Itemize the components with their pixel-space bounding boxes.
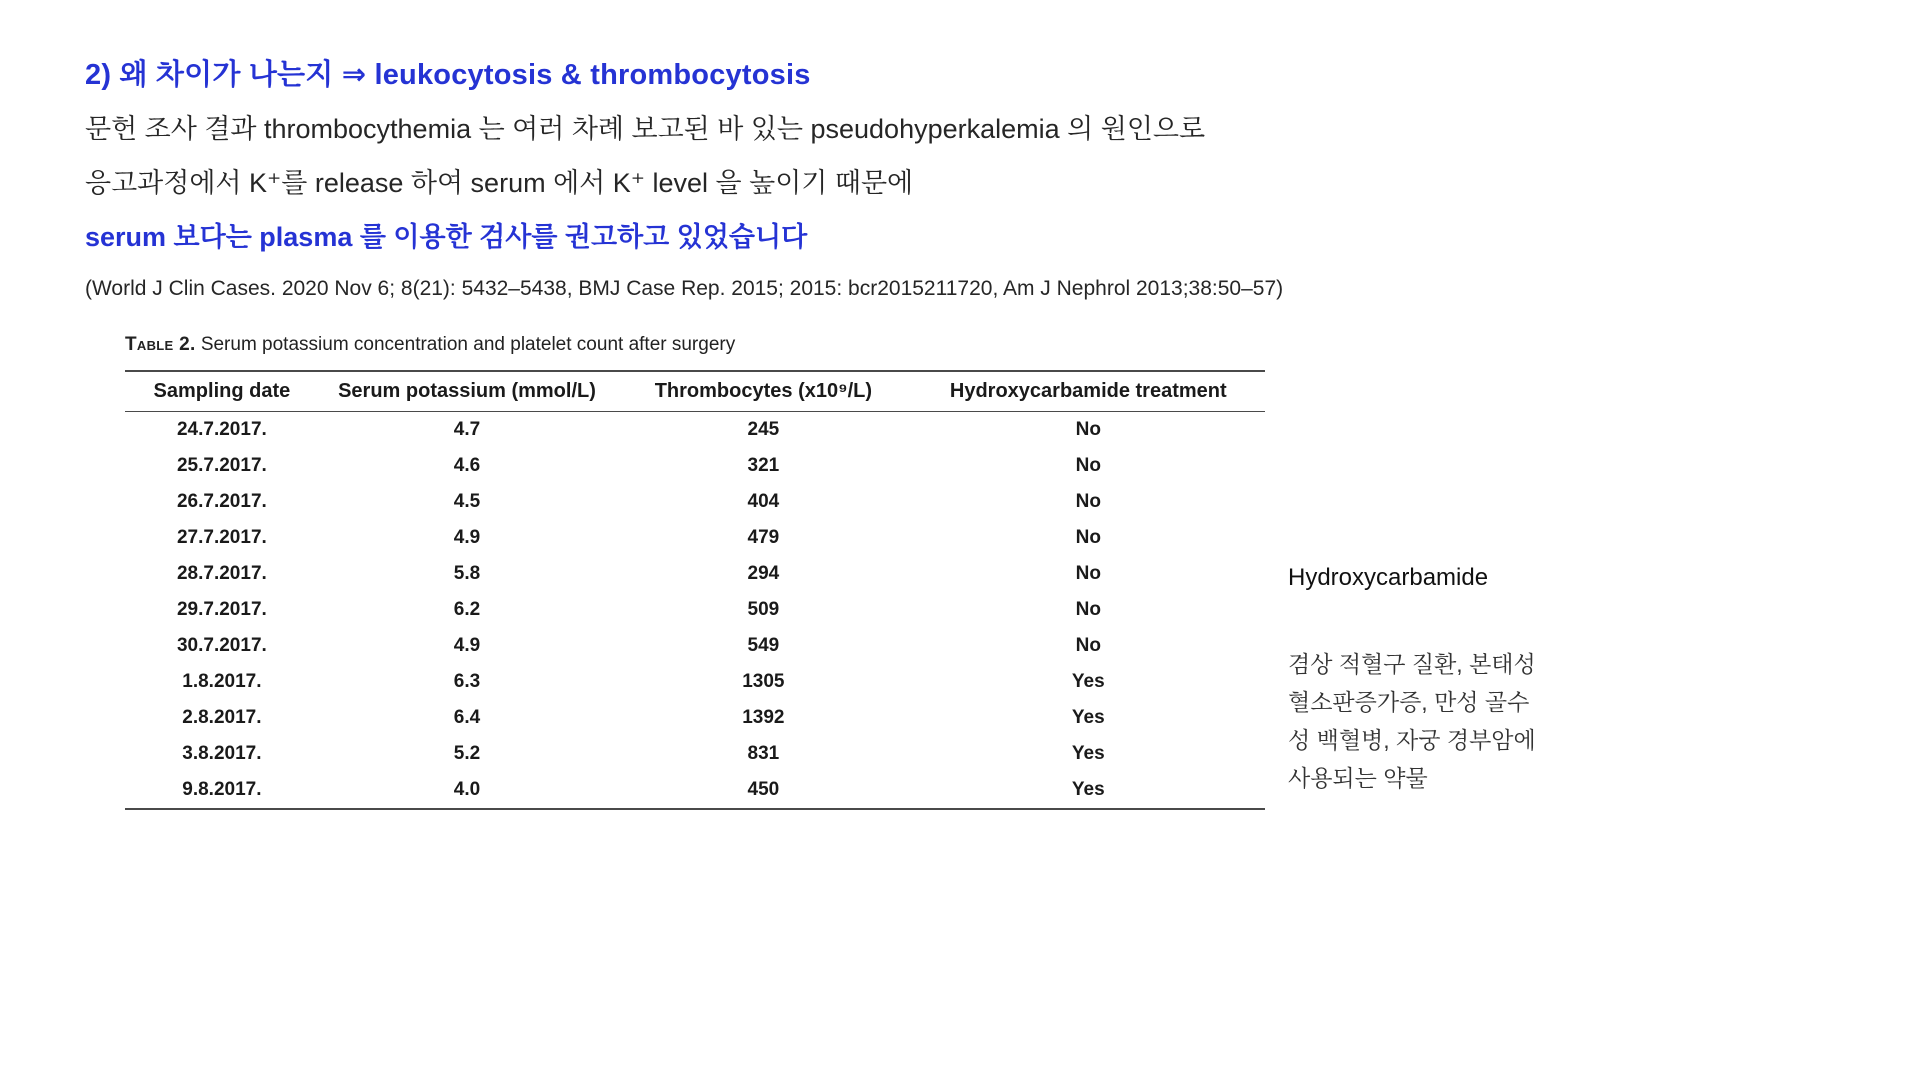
slide-heading: 2) 왜 차이가 나는지 ⇒ leukocytosis & thrombocytosis (85, 59, 811, 91)
side-note-title: Hydroxycarbamide (1288, 564, 1489, 591)
table-cell: 294 (747, 563, 780, 584)
table-row (125, 556, 1265, 592)
table-row (125, 592, 1265, 628)
table-cell: 3.8.2017. (182, 743, 262, 764)
header-thrombocytes: Thrombocytes (x10⁹/L) (654, 380, 873, 402)
table-caption (125, 334, 1265, 356)
table-cell: Yes (1071, 743, 1105, 764)
table-cell: No (1075, 455, 1101, 476)
table-cell: 25.7.2017. (176, 455, 267, 476)
table-cell: No (1075, 635, 1101, 656)
table-cell: 450 (747, 779, 780, 800)
table-cell: Yes (1071, 779, 1105, 800)
table-cell: 1305 (742, 671, 785, 692)
table-cell: 26.7.2017. (176, 491, 267, 512)
table-cell: 5.2 (453, 743, 481, 764)
table-cell: 4.9 (453, 635, 481, 656)
table-cell: No (1075, 599, 1101, 620)
body-line-2: 응고과정에서 K⁺를 release 하여 serum 에서 K⁺ level 을 높이기 때문에 (85, 168, 914, 198)
table-cell: 29.7.2017. (176, 599, 267, 620)
table-cell: Yes (1071, 707, 1105, 728)
header-hydroxycarbamide: Hydroxycarbamide treatment (949, 380, 1227, 402)
table-row (125, 700, 1265, 736)
table-row (125, 484, 1265, 520)
text-block (85, 48, 1585, 314)
table-cell: 5.8 (453, 563, 481, 584)
results-table (125, 370, 1265, 810)
table-cell: 321 (747, 455, 780, 476)
table-area (125, 334, 1265, 810)
table-cell: No (1075, 491, 1101, 512)
table-cell: 404 (747, 491, 780, 512)
table-cell: 4.0 (453, 779, 481, 800)
table-cell: 28.7.2017. (176, 563, 267, 584)
table-row (125, 412, 1265, 449)
table-cell: 27.7.2017. (176, 527, 267, 548)
table-cell: 4.7 (453, 419, 481, 440)
table-cell: 1392 (742, 707, 785, 728)
table-row (125, 772, 1265, 809)
table-cell: 4.5 (453, 491, 481, 512)
header-serum-potassium: Serum potassium (mmol/L) (338, 380, 596, 402)
citation-line: (World J Clin Cases. 2020 Nov 6; 8(21): 5432–5438, BMJ Case Rep. 2015; 2015: bcr2015211720, Am J Nephrol 2013;38:50–57) (85, 277, 1284, 300)
table-row (125, 628, 1265, 664)
table-cell: 30.7.2017. (176, 635, 267, 656)
highlight-line: serum 보다는 plasma 를 이용한 검사를 권고하고 있었습니다 (85, 222, 808, 252)
table-cell: 509 (747, 599, 780, 620)
table-row (125, 448, 1265, 484)
table-caption-label: Table 2. (125, 334, 196, 355)
table-row (125, 736, 1265, 772)
table-cell: 479 (747, 527, 780, 548)
table-cell: No (1075, 563, 1101, 584)
table-cell: 245 (747, 419, 780, 440)
table-caption-text: Serum potassium concentration and platelet count after surgery (200, 334, 736, 355)
table-cell: 9.8.2017. (182, 779, 262, 800)
table-cell: 4.9 (453, 527, 481, 548)
table-cell: 24.7.2017. (176, 419, 267, 440)
header-sampling-date: Sampling date (153, 380, 291, 402)
body-line-1: 문헌 조사 결과 thrombocythemia 는 여러 차례 보고된 바 있는 pseudohyperkalemia 의 원인으로 (85, 114, 1206, 144)
table-cell: No (1075, 527, 1101, 548)
table-row (125, 520, 1265, 556)
table-row (125, 664, 1265, 700)
table-cell: 831 (747, 743, 780, 764)
table-header-row (125, 371, 1265, 412)
table-cell: Yes (1071, 671, 1105, 692)
table-cell: 1.8.2017. (182, 671, 262, 692)
side-note (1288, 563, 1540, 797)
side-note-text: 겸상 적혈구 질환, 본태성혈소판증가증, 만성 골수성 백혈병, 자궁 경부암에 사용되는 약물 (1288, 651, 1536, 791)
table-cell: 6.4 (453, 707, 481, 728)
table-cell: 2.8.2017. (182, 707, 262, 728)
table-cell: 4.6 (453, 455, 481, 476)
table-cell: 6.3 (453, 671, 481, 692)
table-cell: 6.2 (453, 599, 481, 620)
table-cell: 549 (747, 635, 780, 656)
table-cell: No (1075, 419, 1101, 440)
